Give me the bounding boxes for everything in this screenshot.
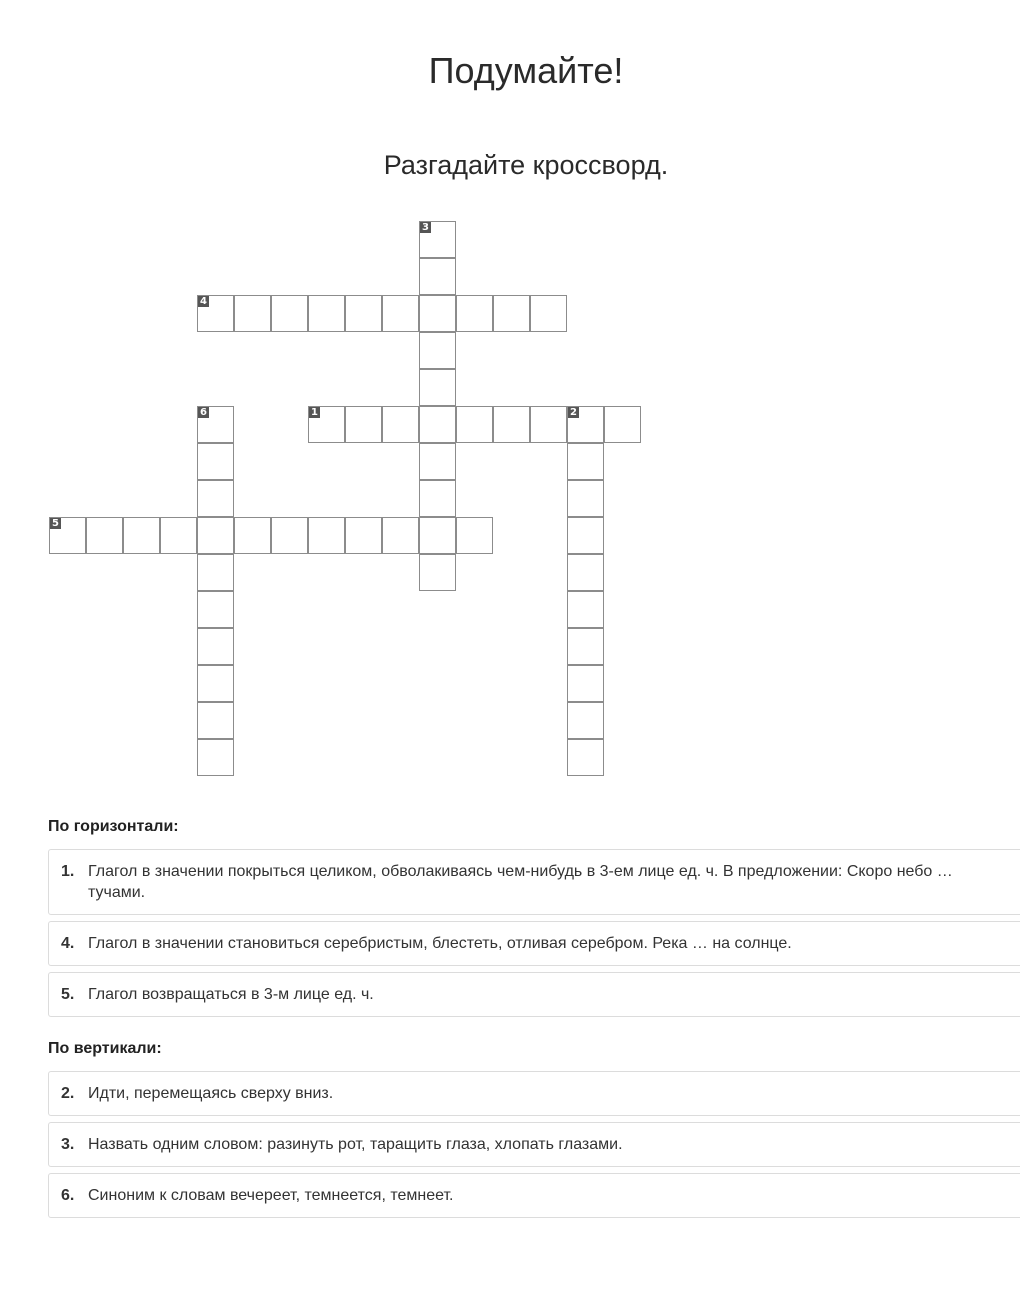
clue-number: 4. — [61, 935, 75, 952]
crossword-cell[interactable] — [197, 665, 234, 702]
crossword-cell[interactable] — [382, 295, 419, 332]
crossword-cell[interactable] — [419, 369, 456, 406]
cell-number-label: 1 — [311, 407, 318, 418]
crossword-cell[interactable] — [197, 591, 234, 628]
crossword-cell[interactable] — [456, 517, 493, 554]
clue-number: 3. — [61, 1136, 75, 1153]
crossword-cell[interactable] — [308, 295, 345, 332]
clue-number: 5. — [61, 986, 75, 1003]
crossword-cell[interactable] — [308, 517, 345, 554]
cell-number-label: 5 — [52, 518, 59, 529]
crossword-cell[interactable] — [419, 258, 456, 295]
clues-down-section — [48, 1040, 1020, 1224]
clue-item — [48, 1173, 1020, 1218]
crossword-cell[interactable] — [419, 295, 456, 332]
clue-text: Синоним к словам вечереет, темнеется, темнеет. — [88, 1187, 454, 1204]
page-subtitle: Разгадайте кроссворд. — [383, 150, 669, 180]
crossword-cell[interactable] — [234, 295, 271, 332]
clue-text: Глагол в значении покрыться целиком, обволакиваясь чем-нибудь в 3-ем лице ед. ч. В предложении: Скоро небо … тучами. — [88, 863, 953, 901]
crossword-cell[interactable] — [419, 332, 456, 369]
crossword-cell[interactable] — [567, 406, 604, 443]
crossword-cell[interactable] — [419, 443, 456, 480]
cell-number-label: 6 — [200, 407, 207, 418]
crossword-cell[interactable] — [456, 295, 493, 332]
crossword-cell[interactable] — [123, 517, 160, 554]
clue-item — [48, 921, 1020, 966]
clues-across-section — [48, 818, 1020, 1023]
crossword-cell[interactable] — [419, 406, 456, 443]
crossword-cell[interactable] — [345, 295, 382, 332]
crossword-cell[interactable] — [86, 517, 123, 554]
crossword-cell[interactable] — [419, 517, 456, 554]
crossword-cell[interactable] — [308, 406, 345, 443]
clue-item — [48, 1122, 1020, 1167]
crossword-cell[interactable] — [197, 702, 234, 739]
clue-text: Глагол возвращаться в 3-м лице ед. ч. — [88, 986, 374, 1003]
crossword-cell[interactable] — [160, 517, 197, 554]
crossword-cell[interactable] — [271, 517, 308, 554]
crossword-cell[interactable] — [197, 295, 234, 332]
page-title: Подумайте! — [428, 50, 624, 91]
crossword-cell[interactable] — [567, 480, 604, 517]
crossword-cell[interactable] — [197, 628, 234, 665]
clue-number: 2. — [61, 1085, 75, 1102]
clue-number: 6. — [61, 1187, 75, 1204]
clues-across-heading: По горизонтали: — [48, 818, 179, 835]
crossword-cell[interactable] — [567, 665, 604, 702]
crossword-cell[interactable] — [197, 517, 234, 554]
clue-text: Идти, перемещаясь сверху вниз. — [88, 1085, 334, 1102]
crossword-cell[interactable] — [345, 406, 382, 443]
cell-number-label: 2 — [570, 407, 577, 418]
crossword-cell[interactable] — [382, 406, 419, 443]
crossword-cell[interactable] — [271, 295, 308, 332]
clue-number: 1. — [61, 863, 75, 880]
crossword-cell[interactable] — [197, 406, 234, 443]
crossword-cell[interactable] — [197, 739, 234, 776]
crossword-cell[interactable] — [345, 517, 382, 554]
crossword-cell[interactable] — [197, 554, 234, 591]
crossword-cell[interactable] — [197, 480, 234, 517]
crossword-cell[interactable] — [567, 739, 604, 776]
crossword-cell[interactable] — [567, 591, 604, 628]
crossword-cell[interactable] — [567, 628, 604, 665]
crossword-cell[interactable] — [419, 480, 456, 517]
clues-down-heading: По вертикали: — [48, 1040, 162, 1057]
clue-item — [48, 849, 1020, 915]
clue-text: Назвать одним словом: разинуть рот, таращить глаза, хлопать глазами. — [88, 1136, 623, 1153]
crossword-cell[interactable] — [567, 702, 604, 739]
crossword-cell[interactable] — [234, 517, 271, 554]
crossword-cell[interactable] — [456, 406, 493, 443]
clue-item — [48, 972, 1020, 1017]
crossword-cell[interactable] — [567, 443, 604, 480]
crossword-cell[interactable] — [382, 517, 419, 554]
crossword-cell[interactable] — [567, 554, 604, 591]
clue-text: Глагол в значении становиться серебристым, блестеть, отливая серебром. Река … на солнце. — [88, 935, 792, 952]
crossword-cell[interactable] — [530, 406, 567, 443]
crossword-cell[interactable] — [419, 554, 456, 591]
cell-number-label: 3 — [422, 222, 429, 233]
crossword-cell[interactable] — [604, 406, 641, 443]
crossword-cell[interactable] — [493, 406, 530, 443]
crossword-cell[interactable] — [49, 517, 86, 554]
cell-number-label: 4 — [200, 296, 207, 307]
clue-item — [48, 1071, 1020, 1116]
crossword-cell[interactable] — [419, 221, 456, 258]
crossword-cell[interactable] — [567, 517, 604, 554]
crossword-cell[interactable] — [493, 295, 530, 332]
crossword-cell[interactable] — [197, 443, 234, 480]
crossword-cell[interactable] — [530, 295, 567, 332]
